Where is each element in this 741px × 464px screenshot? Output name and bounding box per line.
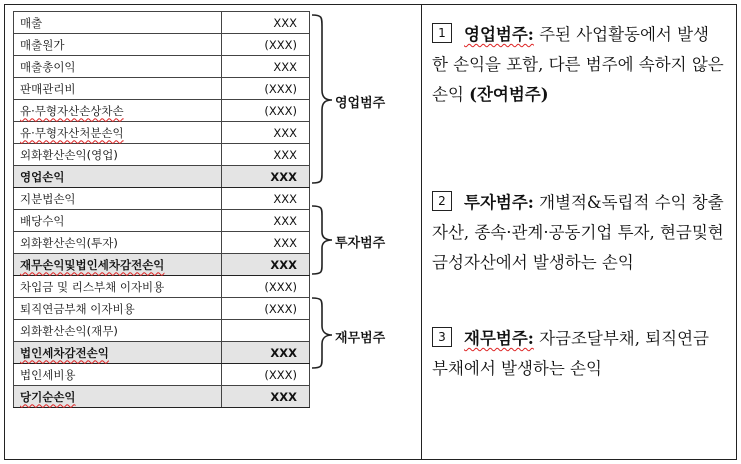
- row-value: XXX: [222, 122, 310, 144]
- row-value: XXX: [222, 210, 310, 232]
- note-number-box: 1: [432, 23, 452, 43]
- row-label-text: 유·무형자산처분손익: [20, 125, 124, 140]
- row-label-text: 지분법손익: [20, 191, 76, 206]
- row-value: (XXX): [222, 276, 310, 298]
- row-label-text: 당기순손익: [20, 389, 76, 404]
- row-label-text: 영업손익: [20, 169, 65, 184]
- financing-category-label: 재무범주: [335, 331, 386, 346]
- operating-brace: [312, 15, 332, 183]
- financing-brace: [312, 298, 332, 368]
- note-text: 개별적&독립적 수익 창출 자산, 종속·관계·공동기업 투자, 현금및현금성자산에서 발생하는 손익: [432, 193, 724, 272]
- row-value: XXX: [222, 188, 310, 210]
- row-label-text: 매출총이익: [20, 59, 76, 74]
- row-value: XXX: [222, 386, 310, 408]
- operating-category-label: 영업범주: [335, 96, 386, 111]
- investing-category-label: 투자범주: [335, 236, 386, 251]
- operating-note: [432, 20, 724, 110]
- row-label-text: 퇴직연금부채 이자비용: [20, 301, 135, 316]
- row-value: XXX: [222, 166, 310, 188]
- row-label-text: 차입금 및 리스부채 이자비용: [20, 279, 165, 294]
- investing-note: [432, 188, 724, 278]
- note-title: 영업범주:: [464, 25, 534, 44]
- row-label-text: 매출: [20, 15, 43, 30]
- row-label-text: 법인세차감전손익: [20, 345, 109, 360]
- note-text: 주된 사업활동에서 발생한 손익을 포함, 다른 범주에 속하지 않은 손익: [432, 25, 724, 104]
- row-label-text: 배당수익: [20, 213, 65, 228]
- row-label-text: 외화환산손익(투자): [20, 235, 118, 250]
- row-label-text: 외화환산손익(재무): [20, 323, 118, 338]
- row-value: (XXX): [222, 78, 310, 100]
- row-value: XXX: [222, 144, 310, 166]
- row-label-text: 유·무형자산손상차손: [20, 103, 124, 118]
- note-text: 자금조달부채, 퇴직연금부채에서 발생하는 손익: [432, 329, 709, 378]
- row-value: (XXX): [222, 100, 310, 122]
- note-number-box: 3: [432, 327, 452, 347]
- note-emphasis: (잔여범주): [469, 85, 549, 104]
- row-label-text: 법인세비용: [20, 367, 76, 382]
- financing-note: [432, 324, 724, 384]
- row-value: XXX: [222, 342, 310, 364]
- row-label-text: 매출원가: [20, 37, 65, 52]
- row-label-text: 판매관리비: [20, 81, 76, 96]
- row-value: XXX: [222, 12, 310, 34]
- row-value: (XXX): [222, 364, 310, 386]
- row-value: (XXX): [222, 298, 310, 320]
- row-label-text: 외화환산손익(영업): [20, 147, 118, 162]
- row-value: (XXX): [222, 34, 310, 56]
- row-value: XXX: [222, 56, 310, 78]
- investing-brace: [312, 206, 332, 274]
- note-title: 재무범주:: [464, 329, 534, 348]
- row-value: XXX: [222, 254, 310, 276]
- note-title: 투자범주:: [464, 193, 534, 212]
- note-number-box: 2: [432, 191, 452, 211]
- row-value: XXX: [222, 232, 310, 254]
- row-label-text: 재무손익및법인세차감전손익: [20, 257, 165, 272]
